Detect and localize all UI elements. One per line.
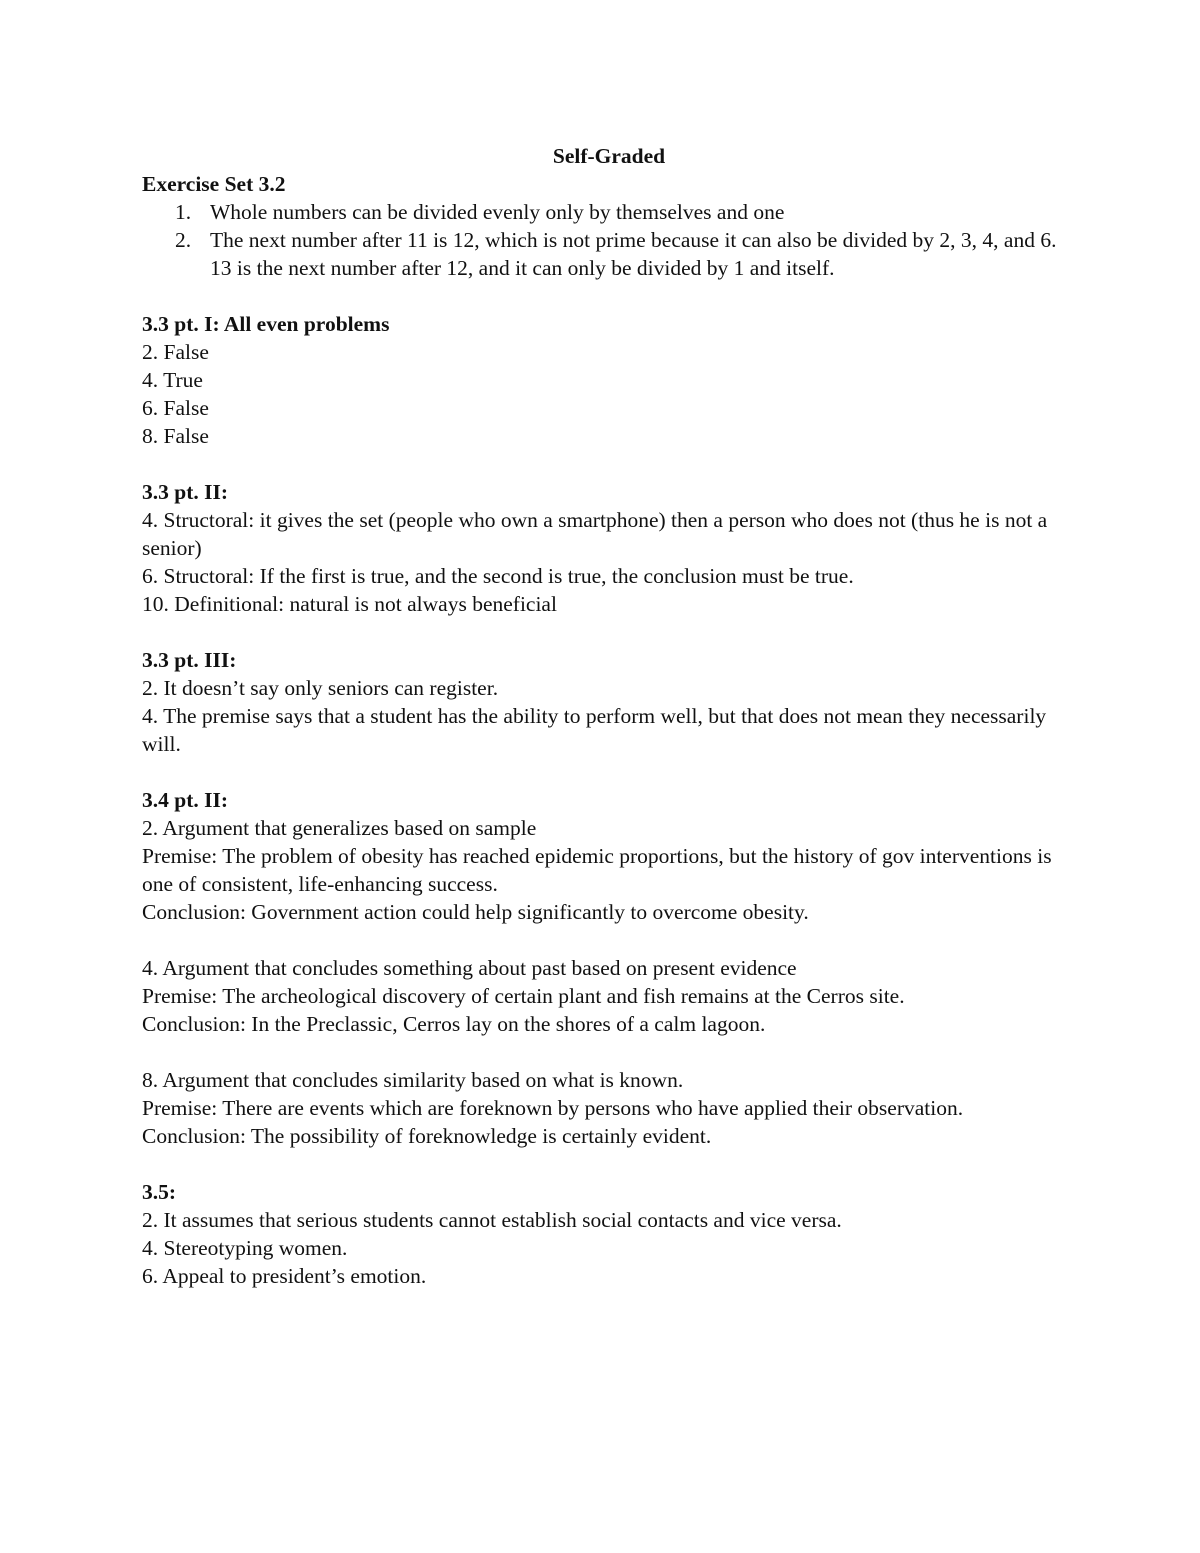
answer-line: 6. False — [142, 396, 209, 420]
answer-line: 6. Appeal to president’s emotion. — [142, 1264, 427, 1288]
spacer — [142, 282, 1062, 310]
section-3-3-pt-2-heading: 3.3 pt. II: — [142, 480, 229, 504]
list-item: 2. The next number after 11 is 12, which is not prime because it can also be divided by 2, 3, 4, and 6. 13 is the next number after 12, and it can only be divided by 1 and itself. — [175, 228, 1057, 280]
argument-type: 2. Argument that generalizes based on sample — [142, 816, 537, 840]
exercise-set-3-2-list — [142, 198, 1062, 282]
answer-line: 2. False — [142, 340, 209, 364]
premise-line: Premise: The problem of obesity has reached epidemic proportions, but the history of gov interventions is one of consistent, life-enhancing success. — [142, 844, 1052, 896]
premise-line: Premise: The archeological discovery of certain plant and fish remains at the Cerros site. — [142, 984, 905, 1008]
argument-type: 8. Argument that concludes similarity based on what is known. — [142, 1068, 684, 1092]
answer-line: 2. It assumes that serious students cannot establish social contacts and vice versa. — [142, 1208, 842, 1232]
premise-line: Premise: There are events which are foreknown by persons who have applied their observation. — [142, 1096, 964, 1120]
spacer — [142, 450, 1062, 478]
conclusion-line: Conclusion: Government action could help significantly to overcome obesity. — [142, 900, 809, 924]
document-page — [142, 142, 1062, 1290]
answer-line: 4. True — [142, 368, 203, 392]
section-3-5-heading: 3.5: — [142, 1180, 177, 1204]
answer-line: 8. False — [142, 424, 209, 448]
section-3-4-pt-2-heading: 3.4 pt. II: — [142, 788, 229, 812]
conclusion-line: Conclusion: The possibility of foreknowledge is certainly evident. — [142, 1124, 712, 1148]
exercise-set-3-2-heading: Exercise Set 3.2 — [142, 172, 286, 196]
spacer — [142, 1150, 1062, 1178]
section-3-3-pt-3-heading: 3.3 pt. III: — [142, 648, 237, 672]
list-item: 1. Whole numbers can be divided evenly only by themselves and one — [175, 200, 785, 224]
answer-line: 6. Structoral: If the first is true, and the second is true, the conclusion must be true. — [142, 564, 854, 588]
answer-line: 4. Structoral: it gives the set (people who own a smartphone) then a person who does not (thus he is not a senior) — [142, 508, 1048, 560]
answer-line: 4. Stereotyping women. — [142, 1236, 348, 1260]
document-title: Self-Graded — [552, 144, 666, 168]
spacer — [142, 926, 1062, 954]
answer-line: 2. It doesn’t say only seniors can register. — [142, 676, 499, 700]
conclusion-line: Conclusion: In the Preclassic, Cerros lay on the shores of a calm lagoon. — [142, 1012, 766, 1036]
spacer — [142, 1038, 1062, 1066]
answer-line: 10. Definitional: natural is not always beneficial — [142, 592, 557, 616]
section-3-3-pt-1-heading: 3.3 pt. I: All even problems — [142, 312, 390, 336]
spacer — [142, 758, 1062, 786]
answer-line: 4. The premise says that a student has the ability to perform well, but that does not mean they necessarily will. — [142, 704, 1047, 756]
spacer — [142, 618, 1062, 646]
argument-type: 4. Argument that concludes something about past based on present evidence — [142, 956, 797, 980]
